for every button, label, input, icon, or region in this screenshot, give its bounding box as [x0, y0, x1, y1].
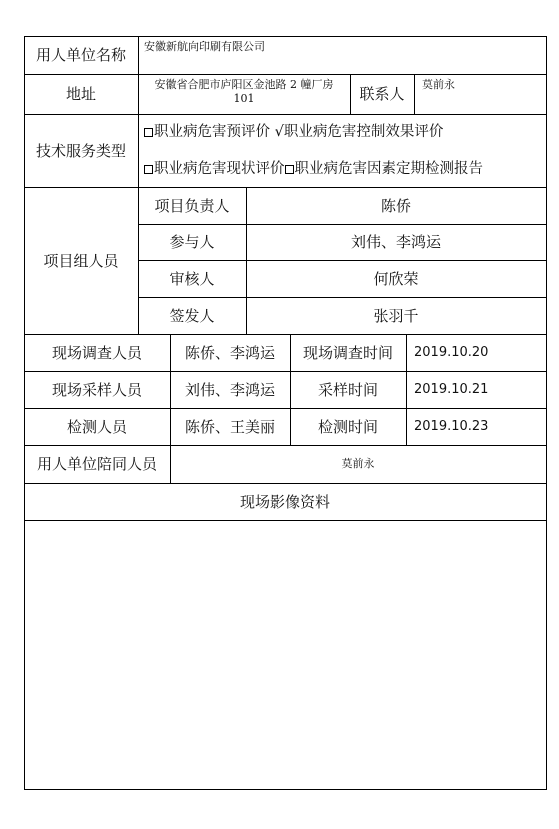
team-role: 签发人: [169, 306, 215, 325]
photos-heading: 现场影像资料: [239, 492, 330, 511]
team-name: 刘伟、李鸿运: [350, 233, 441, 251]
company-value: 安徽新航向印刷有限公司: [144, 40, 265, 53]
contact-value: 莫前永: [422, 78, 455, 91]
address-label: 地址: [65, 85, 96, 103]
activity-label: 检测人员: [66, 417, 127, 436]
team-name: 张羽千: [373, 306, 419, 325]
team-role: 审核人: [169, 269, 215, 288]
activity-date: 2019.10.21: [414, 381, 489, 397]
escort-label: 用人单位陪同人员: [36, 455, 157, 473]
activity-label: 现场调查人员: [51, 343, 142, 362]
activity-time-label: 现场调查时间: [302, 343, 393, 362]
contact-label: 联系人: [359, 85, 405, 103]
activity-time-label: 检测时间: [317, 417, 378, 436]
service-options-line-1: [144, 123, 443, 141]
option-text: 职业病危害预评价: [154, 124, 270, 141]
team-name: 陈侨: [380, 196, 411, 215]
activity-people: 陈侨、王美丽: [184, 417, 275, 436]
team-role: 项目负责人: [154, 196, 230, 215]
team-role: 参与人: [169, 233, 215, 251]
activity-people: 刘伟、李鸿运: [184, 380, 275, 399]
escort-value: 莫前永: [341, 457, 375, 470]
activity-people: 陈侨、李鸿运: [184, 343, 275, 362]
activity-date: 2019.10.20: [414, 344, 489, 360]
checkbox-icon: [144, 165, 153, 174]
option-text: 职业病危害现状评价: [154, 160, 285, 177]
service-type-options: [138, 114, 546, 187]
option-text: 职业病危害控制效果评价: [283, 124, 444, 141]
service-type-label: 技术服务类型: [35, 141, 126, 160]
team-label: 项目组人员: [43, 251, 119, 270]
photos-area: [25, 521, 546, 789]
activity-date: 2019.10.23: [414, 418, 489, 434]
company-label: 用人单位名称: [35, 46, 126, 64]
address-value: 安徽省合肥市庐阳区金池路 2 幢厂房 101: [154, 78, 334, 105]
service-options-line-2: [144, 160, 483, 178]
table-border-right: [546, 36, 547, 790]
checkbox-icon: [144, 128, 153, 137]
activity-time-label: 采样时间: [317, 380, 378, 399]
table-line: [24, 789, 547, 790]
checkmark-icon: √: [274, 124, 284, 141]
team-name: 何欣荣: [373, 269, 419, 288]
checkbox-icon: [285, 165, 294, 174]
activity-label: 现场采样人员: [51, 380, 142, 399]
option-text: 职业病危害因素定期检测报告: [294, 160, 483, 177]
